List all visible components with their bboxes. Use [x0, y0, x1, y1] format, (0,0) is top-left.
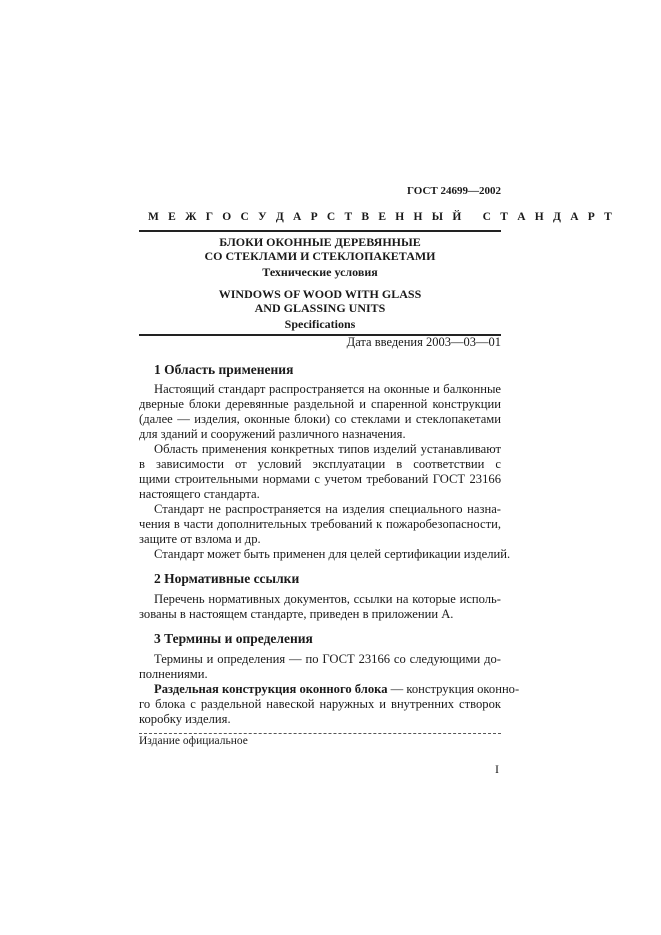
term: Раздельная конструкция оконного блока [154, 682, 388, 696]
text-line: коробку изделия. [139, 712, 231, 726]
text-line: Область применения конкретных типов изделий устанавливают [154, 442, 501, 456]
text-line: го блока с раздельной навеской наружных и внутренних створок [139, 697, 501, 711]
text-line: щими строительными нормами с учетом требований ГОСТ 23166 [139, 472, 501, 486]
text-line: защите от взлома и др. [139, 532, 261, 546]
text-line: Стандарт может быть применен для целей сертификации изделий. [154, 547, 511, 561]
term-definition-line [154, 682, 520, 697]
text-line: в зависимости от условий эксплуатации в соответствии с [139, 457, 501, 471]
title-ru-subtitle: Технические условия [262, 265, 378, 279]
text-line: настоящего стандарта. [139, 487, 260, 501]
text-line: (далее — изделия, оконные блоки) со стеклами и стеклопакетами [139, 412, 501, 426]
footer-rule [139, 733, 501, 734]
title-ru-line2: СО СТЕКЛАМИ И СТЕКЛОПАКЕТАМИ [204, 249, 436, 263]
title-en-line2: AND GLASSING UNITS [254, 301, 386, 315]
section-1-heading: 1 Область применения [154, 362, 294, 377]
text-line: Настоящий стандарт распространяется на оконные и балконные [154, 382, 501, 396]
text-line: для зданий и сооружений различного назначения. [139, 427, 406, 441]
text-line: Стандарт не распространяется на изделия специального назна- [154, 502, 501, 516]
title-en-line1: WINDOWS OF WOOD WITH GLASS [218, 287, 422, 301]
term-definition: — конструкция оконно- [387, 682, 520, 696]
page-number: I [495, 762, 499, 776]
section-2-heading: 2 Нормативные ссылки [154, 571, 300, 586]
section-3-heading: 3 Термины и определения [154, 631, 313, 646]
text-line: Термины и определения — по ГОСТ 23166 со следующими до- [154, 652, 501, 666]
title-en-subtitle: Specifications [284, 317, 356, 331]
document-code: ГОСТ 24699—2002 [407, 185, 501, 197]
title-ru-line1: БЛОКИ ОКОННЫЕ ДЕРЕВЯННЫЕ [219, 235, 421, 249]
text-line: полнениями. [139, 667, 208, 681]
text-line: дверные блоки деревянные раздельной и спаренной конструкции [139, 397, 501, 411]
text-line: чения в части дополнительных требований к пожаробезопасности, [139, 517, 501, 531]
text-line: зованы в настоящем стандарте, приведен в приложении А. [139, 607, 454, 621]
official-edition-label: Издание официальное [139, 735, 248, 747]
effective-date: Дата введения 2003—03—01 [346, 335, 501, 349]
top-rule [139, 230, 501, 232]
interstate-standard-label: М Е Ж Г О С У Д А Р С Т В Е Н Н Ы Й С Т А Н Д А Р Т [148, 211, 615, 223]
text-line: Перечень нормативных документов, ссылки на которые исполь- [154, 592, 501, 606]
